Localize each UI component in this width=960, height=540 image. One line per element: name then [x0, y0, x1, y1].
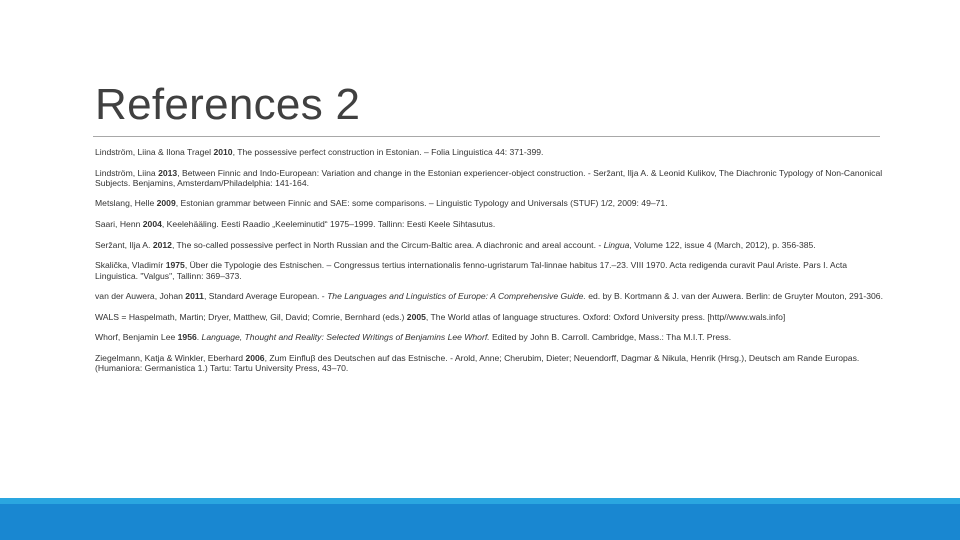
reference-text: , Zum Einfluβ des Deutschen auf das Estnische. - Arold, Anne; Cherubim, Dieter; Neuendorff, Dagmar & Nikula, Henrik (Hrsg.), Deutsch am Rande Europas. (Humaniora: Germanistica 1.) Tartu: Tartu University Press, 43–70. [95, 352, 860, 374]
footer-band [0, 504, 960, 540]
reference-author: Skalička, Vladimír [95, 260, 166, 271]
reference-text: , Keelehääling. Eesti Raadio „Keeleminutid“ 1975–1999. Tallinn: Eesti Keele Sihtasutus. [161, 219, 496, 230]
reference-year: 2005 [406, 311, 426, 322]
reference-text: , The possessive perfect construction in Estonian. – Folia Linguistica 44: 371-399. [232, 147, 544, 157]
reference-italic: The Languages and Linguistics of Europe: A Comprehensive Guide. [327, 291, 586, 302]
reference-year: 2010 [213, 147, 233, 157]
reference-author: Saari, Henn [95, 219, 143, 230]
reference-item [95, 147, 885, 157]
title-divider [93, 136, 880, 137]
reference-item [95, 291, 885, 301]
reference-year: 1956 [177, 332, 197, 343]
reference-text: , The so-called possessive perfect in North Russian and the Circum-Baltic area. A diachronic and areal account. - [171, 239, 604, 250]
reference-year: 2009 [156, 198, 176, 209]
reference-author: WALS = Haspelmath, Martin; Dryer, Matthew, Gil, David; Comrie, Bernhard (eds.) [95, 311, 407, 322]
reference-year: 2013 [158, 167, 178, 178]
reference-item [95, 332, 885, 342]
reference-year: 1975 [165, 260, 185, 271]
reference-author: Lindström, Liina [95, 167, 159, 178]
reference-author: Lindström, Liina & Ilona Tragel [95, 147, 214, 157]
reference-item [95, 168, 885, 189]
reference-text: , Standard Average European. - [203, 291, 328, 302]
reference-author: Whorf, Benjamin Lee [95, 332, 178, 343]
reference-item [95, 219, 885, 229]
reference-author: Metslang, Helle [95, 198, 157, 209]
reference-italic: Language, Thought and Reality: Selected Writings of Benjamins Lee Whorf. [201, 332, 490, 343]
reference-item [95, 312, 885, 322]
reference-year: 2011 [185, 291, 204, 302]
reference-item [95, 353, 885, 374]
reference-year: 2006 [245, 352, 265, 363]
reference-author: Ziegelmann, Katja & Winkler, Eberhard [95, 352, 246, 363]
reference-author: Seržant, Ilja A. [95, 239, 153, 250]
reference-text: , Über die Typologie des Estnischen. – Congressus tertius internationalis fenno-ugristarum Tal-linnae habitus 17.–23. VIII 1970. Acta redigenda curavit Paul Ariste. Pars I. Acta Linguistica. "Valgus", Tallinn: 369–373. [95, 260, 848, 281]
reference-text: , Estonian grammar between Finnic and SAE: some comparisons. – Linguistic Typology and Universals (STUF) 1/2, 2009: 49–71. [175, 198, 668, 209]
reference-text-after: ed. by B. Kortmann & J. van der Auwera. Berlin: de Gruyter Mouton, 291-306. [585, 291, 883, 302]
reference-text-after: Edited by John B. Carroll. Cambridge, Mass.: Tha M.I.T. Press. [489, 332, 732, 343]
reference-text: , Between Finnic and Indo-European: Variation and change in the Estonian experiencer-object construction. - Seržant, Ilja A. & Leonid Kulikov, The Diachronic Typology of Non-Canonical Subjects. Benjamins, Amsterdam/Philadelphia: 141-164. [95, 167, 883, 188]
reference-text: , The World atlas of language structures. Oxford: Oxford University press. [http//www.wals.info] [425, 311, 786, 322]
reference-year: 2004 [142, 219, 162, 230]
reference-item [95, 260, 885, 281]
reference-item [95, 240, 885, 250]
reference-text: . [196, 332, 202, 343]
reference-text-after: , Volume 122, issue 4 (March, 2012), p. 356-385. [629, 239, 816, 250]
reference-year: 2012 [152, 239, 172, 250]
reference-item [95, 198, 885, 208]
references-list [95, 147, 885, 384]
slide-title: References 2 [95, 80, 361, 129]
reference-italic: Lingua [603, 239, 630, 250]
reference-author: van der Auwera, Johan [95, 291, 186, 302]
